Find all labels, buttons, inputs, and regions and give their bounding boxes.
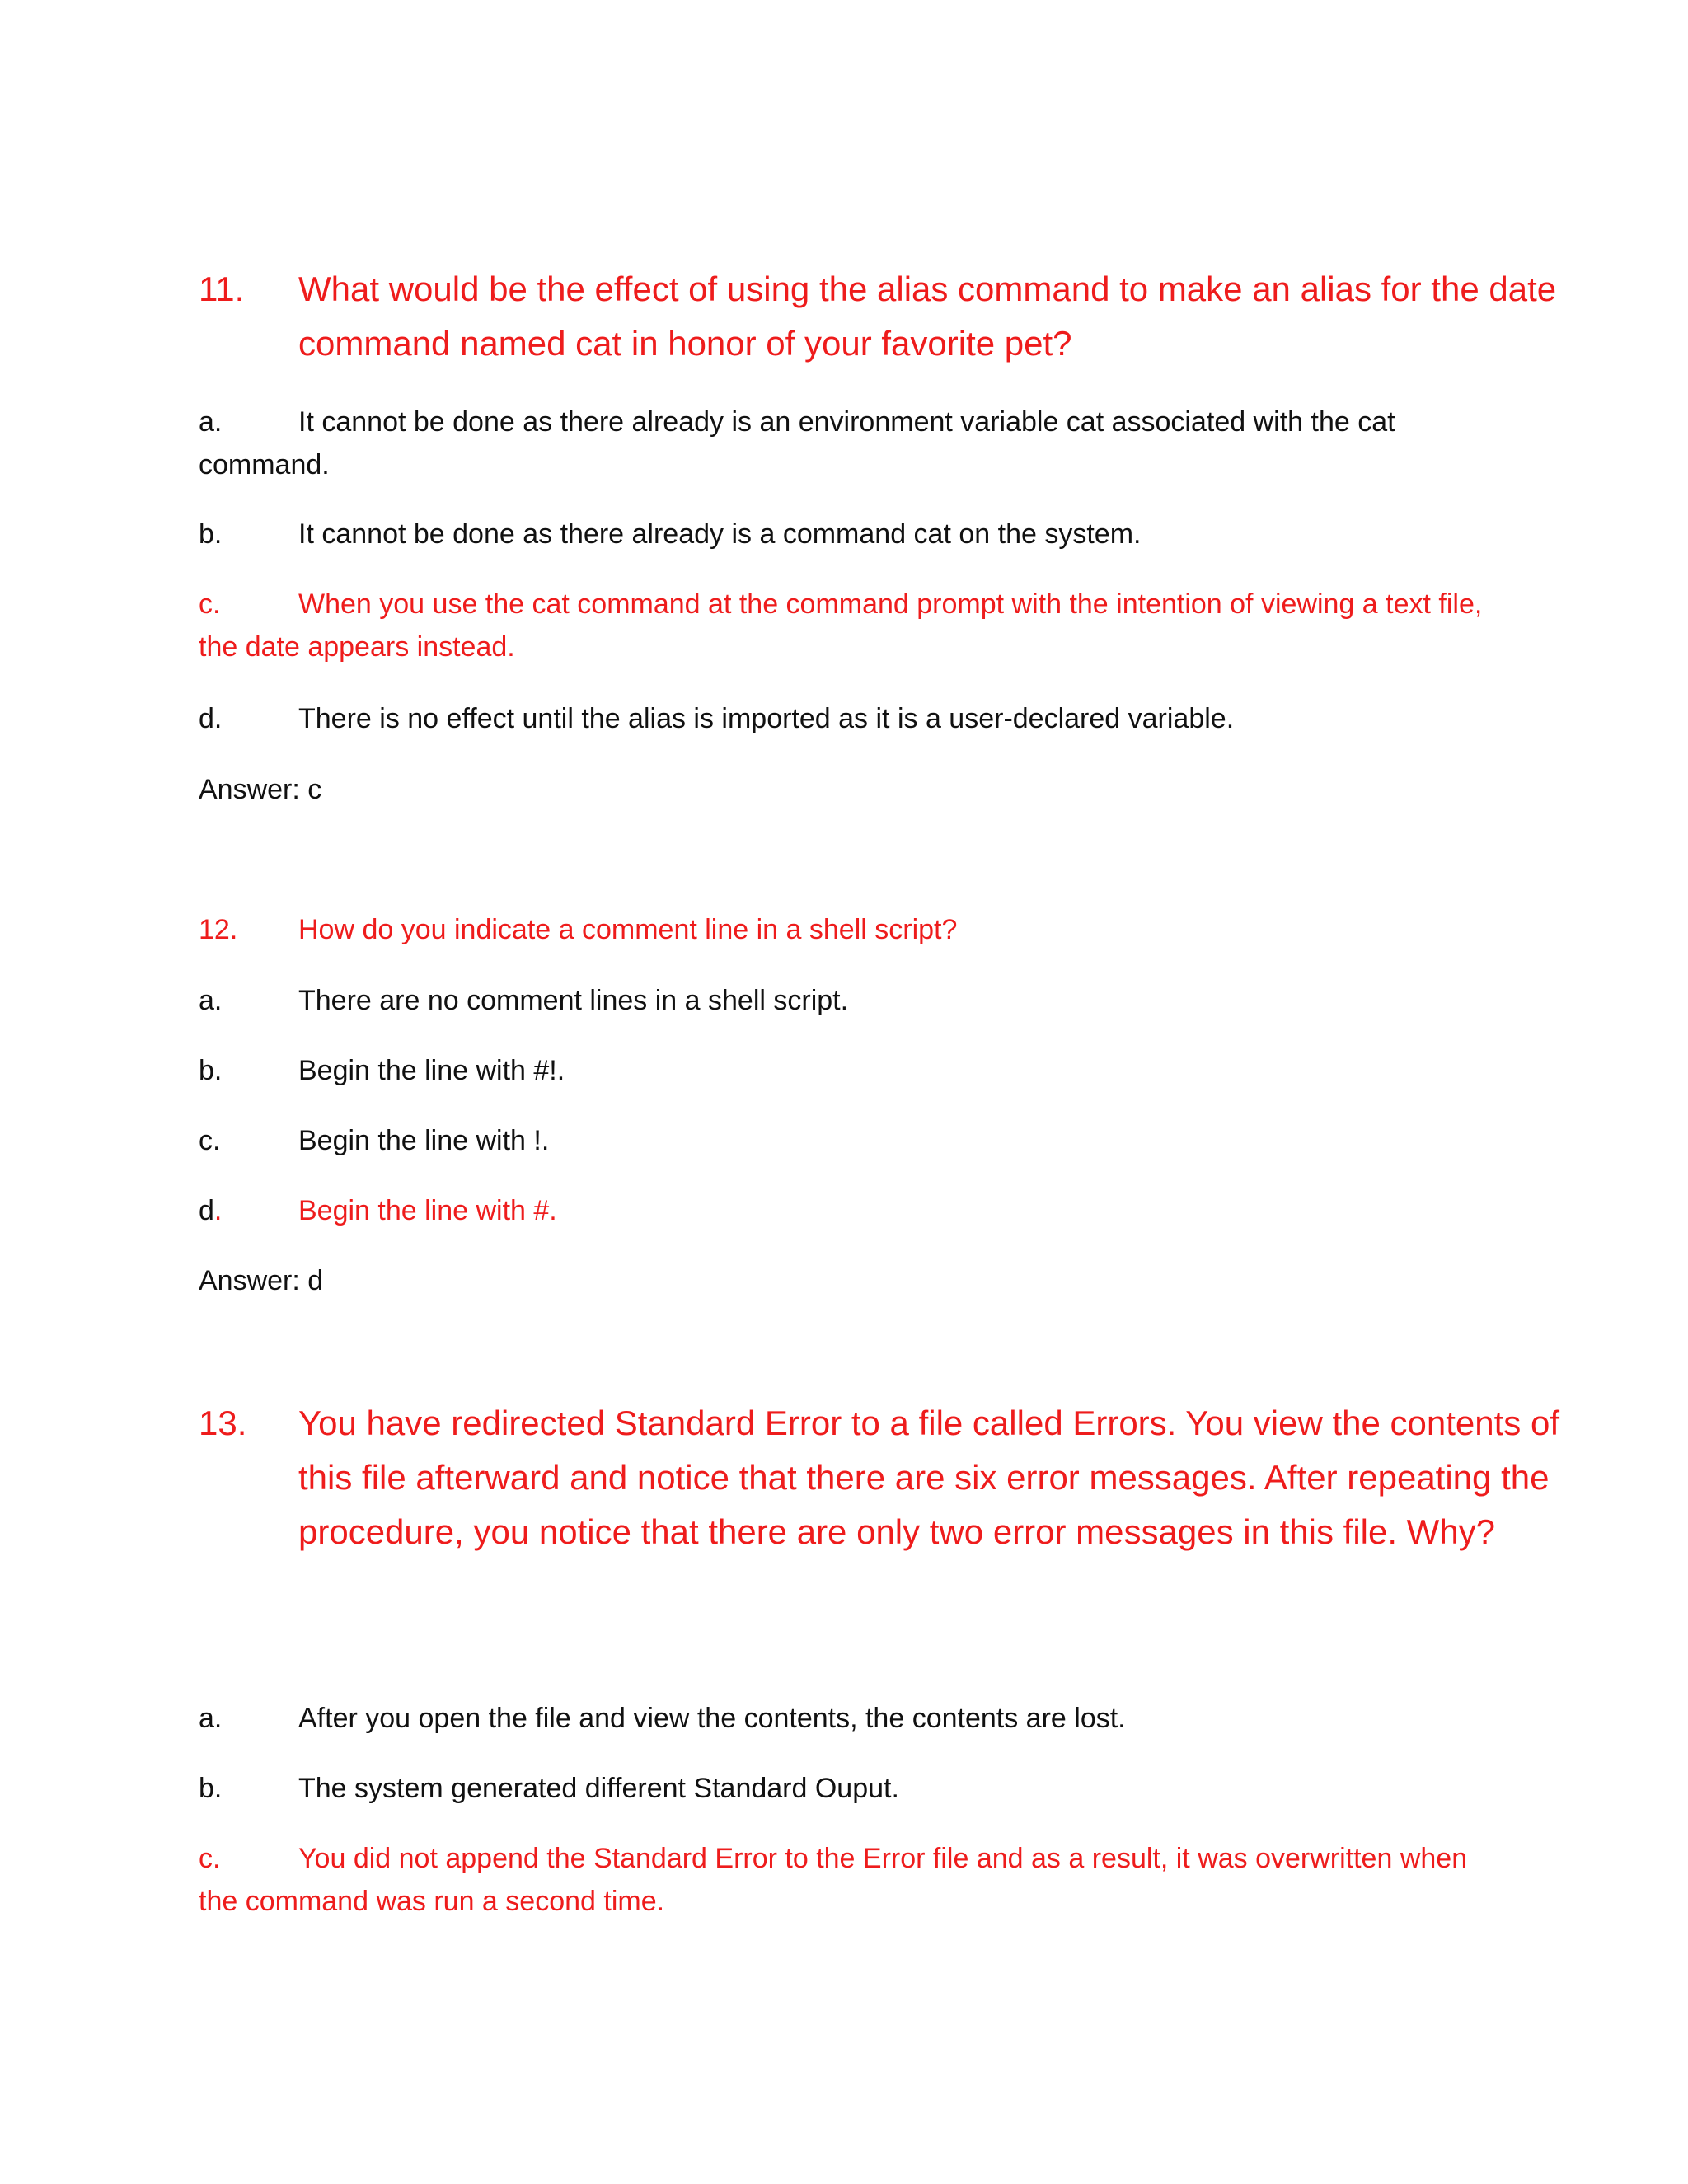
question-11-heading xyxy=(199,262,1584,371)
option-label: c. xyxy=(199,1843,221,1874)
option-label: d. xyxy=(199,1195,223,1226)
question-12-option-d xyxy=(199,1189,1484,1232)
option-text: Begin the line with #!. xyxy=(298,1055,565,1086)
option-text: When you use the cat command at the command prompt with the intention of viewing a text file, the date appears instead. xyxy=(199,588,1483,663)
option-text: It cannot be done as there already is a command cat on the system. xyxy=(298,518,1142,550)
question-text: You have redirected Standard Error to a file called Errors. You view the contents of this file afterward and notice that there are six error messages. After repeating the procedure, you notice that there are only two error messages in this file. Why? xyxy=(298,1404,1560,1551)
question-12-option-c xyxy=(199,1119,1484,1162)
option-label: c. xyxy=(199,1125,221,1156)
question-13-option-a xyxy=(199,1697,1484,1740)
question-11-option-b xyxy=(199,513,1484,555)
question-11-option-d xyxy=(199,697,1484,740)
option-label: c. xyxy=(199,588,221,620)
question-13-option-b xyxy=(199,1767,1484,1810)
option-label: a. xyxy=(199,406,223,438)
question-12-heading xyxy=(199,908,1484,951)
option-label: b. xyxy=(199,1055,223,1086)
option-label: a. xyxy=(199,985,223,1016)
option-text: The system generated different Standard Ouput. xyxy=(298,1773,899,1804)
option-label: b. xyxy=(199,1773,223,1804)
question-number: 11. xyxy=(199,269,245,308)
question-number: 12. xyxy=(199,914,238,945)
question-text: What would be the effect of using the alias command to make an alias for the date command named cat in honor of your favorite pet? xyxy=(298,269,1557,363)
question-11-answer: Answer: c xyxy=(199,774,322,805)
question-text: How do you indicate a comment line in a shell script? xyxy=(298,914,958,945)
question-12-option-a xyxy=(199,979,1484,1022)
question-13-heading xyxy=(199,1396,1584,1559)
question-11-option-a xyxy=(199,401,1484,486)
option-text: It cannot be done as there already is an environment variable cat associated with the cat command. xyxy=(199,406,1395,480)
option-label: d. xyxy=(199,703,223,734)
question-13-option-c xyxy=(199,1837,1484,1923)
option-text: You did not append the Standard Error to the Error file and as a result, it was overwritten when the command was run a second time. xyxy=(199,1843,1468,1917)
option-text: Begin the line with !. xyxy=(298,1125,550,1156)
question-11-option-c xyxy=(199,583,1484,668)
question-12-option-b xyxy=(199,1049,1484,1092)
option-text: Begin the line with #. xyxy=(298,1195,557,1226)
question-number: 13. xyxy=(199,1404,247,1442)
option-text: There are no comment lines in a shell script. xyxy=(298,985,849,1016)
option-text: There is no effect until the alias is imported as it is a user-declared variable. xyxy=(298,703,1235,734)
option-text: After you open the file and view the contents, the contents are lost. xyxy=(298,1703,1126,1734)
option-label: a. xyxy=(199,1703,223,1734)
question-12-answer: Answer: d xyxy=(199,1265,324,1296)
option-label: b. xyxy=(199,518,223,550)
